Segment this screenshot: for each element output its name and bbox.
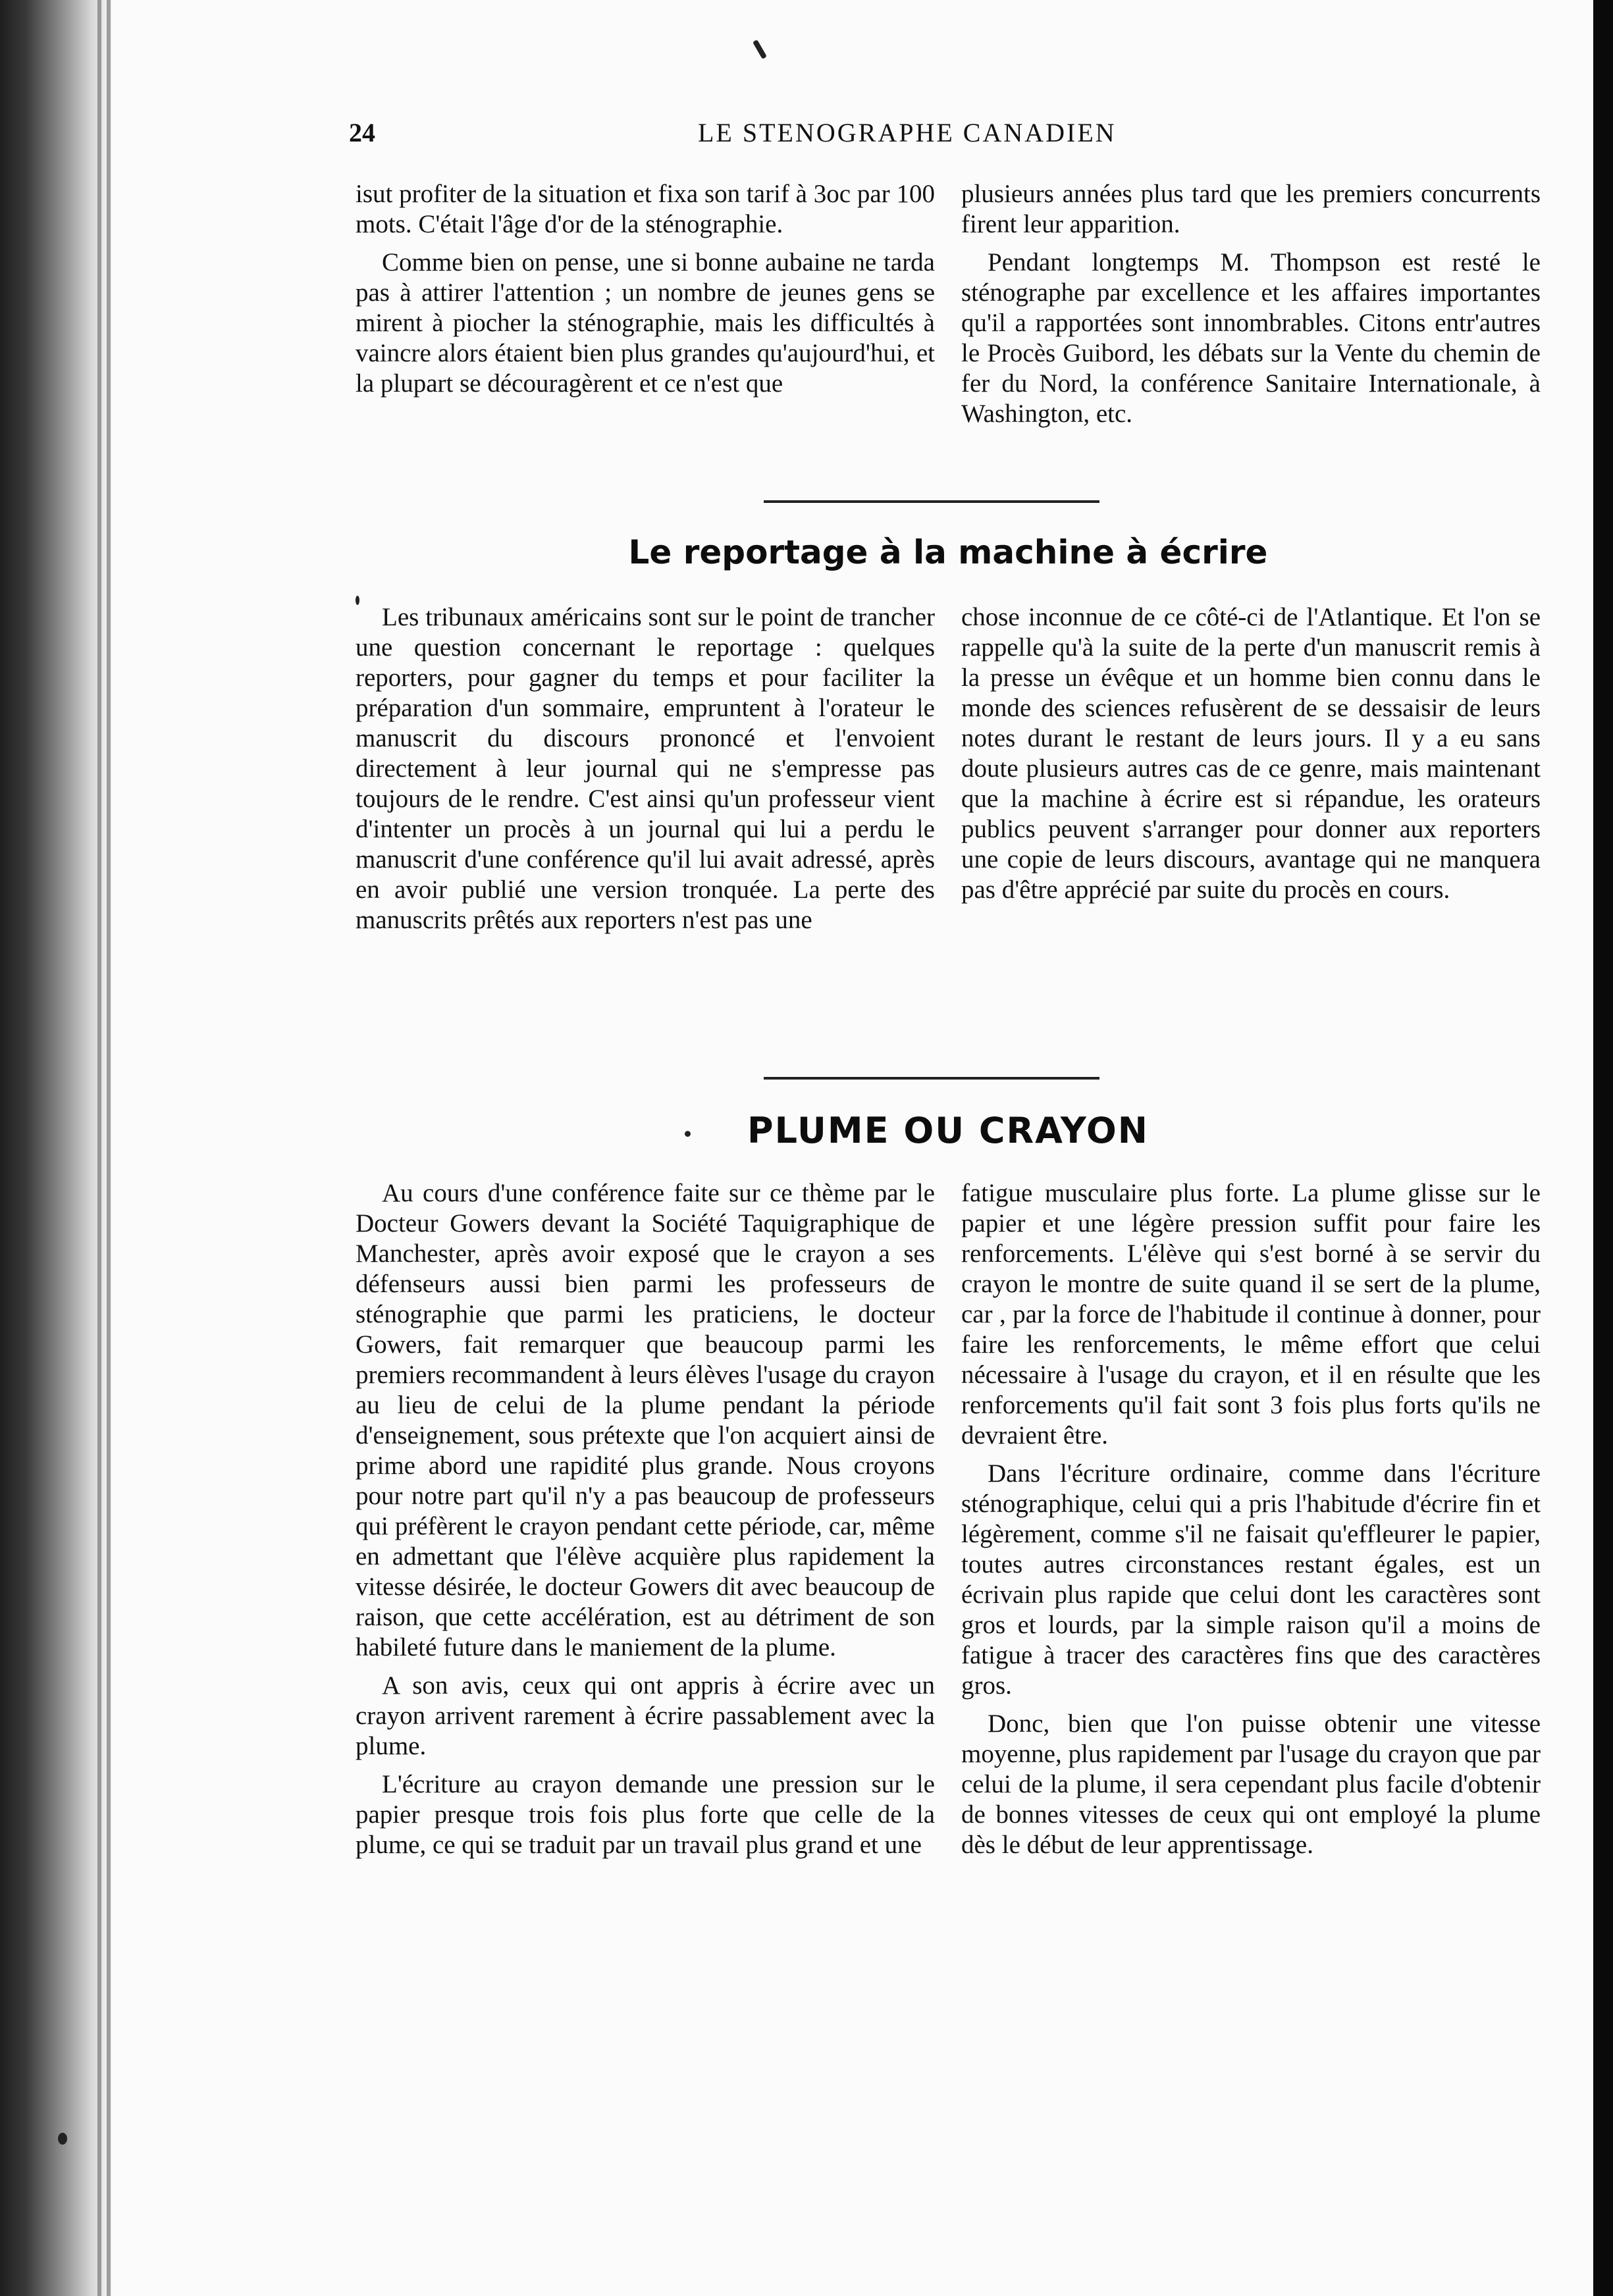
paragraph: isut profiter de la situation et fixa son tarif à 3oc par 100 mots. C'était l'âge d'or de la sténographie.	[356, 180, 935, 238]
paragraph: L'écriture au crayon demande une pression sur le papier presque trois fois plus forte que celle de la plume, ce qui se traduit par un travail plus grand et une	[356, 1770, 935, 1859]
binding-edge	[0, 0, 112, 2296]
intro-left-column	[356, 179, 935, 407]
page-right-edge	[1593, 0, 1613, 2296]
divider-rule	[764, 500, 1099, 503]
section2-right-column	[961, 1178, 1541, 1868]
section-title-reportage: Le reportage à la machine à écrire	[628, 533, 1268, 571]
paragraph: Comme bien on pense, une si bonne aubaine ne tarda pas à attirer l'attention ; un nombre de jeunes gens se mirent à piocher la sténographie, mais les difficultés à vaincre alors étaient bien plus grandes qu'aujourd'hui, et la plupart se découragèrent et ce n'est que	[356, 248, 935, 398]
divider-rule	[764, 1077, 1099, 1080]
paragraph: Les tribunaux américains sont sur le point de trancher une question concernant le reportage : quelques reporters, pour gagner du temps et pour faciliter la préparation d'un sommaire, empruntent à l'orateur le manuscrit du discours prononcé et l'envoient directement à leur journal qui ne s'empresse pas toujours de le rendre. C'est ainsi qu'un professeur vient d'intenter un procès à un journal qui lui a perdu le manuscrit d'une conférence qu'il lui avait adressé, après en avoir publié une version tronquée. La perte des manuscrits prêtés aux reporters n'est pas une	[356, 603, 935, 934]
section1-right-column	[961, 602, 1541, 913]
paragraph: Donc, bien que l'on puisse obtenir une vitesse moyenne, plus rapidement par l'usage du crayon que par celui de la plume, il sera cependant plus facile d'obtenir de bonnes vitesses de ceux qui ont employé la plume dès le début de leur apprentissage.	[961, 1709, 1541, 1859]
scan-speck	[753, 39, 767, 59]
page-number: 24	[349, 118, 375, 147]
paragraph: A son avis, ceux qui ont appris à écrire avec un crayon arrivent rarement à écrire passablement avec la plume.	[356, 1671, 935, 1760]
scan-speck	[685, 1131, 691, 1137]
running-title: LE STENOGRAPHE CANADIEN	[698, 118, 1117, 147]
paragraph: Au cours d'une conférence faite sur ce thème par le Docteur Gowers devant la Société Taquigraphique de Manchester, après avoir exposé que le crayon a ses défenseurs aussi bien parmi les professeurs de sténographie que parmi les praticiens, le docteur Gowers, fait remarquer que beaucoup parmi les premiers recommandent à leurs élèves l'usage du crayon au lieu de celui de la plume pendant la période d'enseignement, sous prétexte que l'on acquiert ainsi de prime abord une rapidité plus grande. Nous croyons pour notre part qu'il n'y a pas beaucoup de professeurs qui préfèrent le crayon pendant cette période, car, même en admettant que l'élève acquière plus rapidement la vitesse désirée, le docteur Gowers dit avec beaucoup de raison, que cette accélération, est au détriment de son habileté future dans le maniement de la plume.	[356, 1179, 935, 1661]
scan-speck	[356, 596, 359, 605]
paragraph: Pendant longtemps M. Thompson est resté le sténographe par excellence et les affaires importantes qu'il a rapportées sont innombrables. Citons entr'autres le Procès Guibord, les débats sur la Vente du chemin de fer du Nord, la conférence Sanitaire Internationale, à Washington, etc.	[961, 248, 1541, 428]
page-header	[349, 117, 1534, 157]
scan-speck	[58, 2133, 67, 2145]
paragraph: plusieurs années plus tard que les premiers concurrents firent leur apparition.	[961, 180, 1541, 238]
section1-left-column	[356, 602, 935, 943]
paragraph: fatigue musculaire plus forte. La plume glisse sur le papier et une légère pression suffit pour faire les renforcements. L'élève qui s'est borné à se servir du crayon le montre de suite quand il se sert de la plume, car , par la force de l'habitude il continue à donner, pour faire les renforcements, le même effort que celui nécessaire à l'usage du crayon, et il en résulte que les renforcements qu'il fait sont 3 fois plus forts qu'ils ne devraient être.	[961, 1179, 1541, 1449]
intro-right-column	[961, 179, 1541, 437]
paragraph: Dans l'écriture ordinaire, comme dans l'écriture sténographique, celui qui a pris l'habitude d'écrire fin et légèrement, comme s'il ne faisait qu'effleurer le papier, toutes autres circonstances restant égales, est un écrivain plus rapide que celui dont les caractères sont gros et lourds, par la simple raison qu'il a moins de fatigue à tracer des caractères fins que des caractères gros.	[961, 1459, 1541, 1700]
section-title-plume-ou-crayon: PLUME OU CRAYON	[747, 1110, 1149, 1151]
binding-line	[107, 0, 111, 2296]
section2-left-column	[356, 1178, 935, 1868]
paragraph: chose inconnue de ce côté-ci de l'Atlantique. Et l'on se rappelle qu'à la suite de la perte d'un manuscrit remis à la presse un évêque et un homme bien connu dans le monde des sciences refusèrent de se dessaisir de leurs notes durant le restant de leurs jours. Il y a eu sans doute plusieurs autres cas de ce genre, mais maintenant que la machine à écrire est si répandue, les orateurs publics peuvent s'arranger pour donner aux reporters une copie de leurs discours, avantage qui ne manquera pas d'être apprécié par suite du procès en cours.	[961, 603, 1541, 904]
binding-line	[97, 0, 101, 2296]
